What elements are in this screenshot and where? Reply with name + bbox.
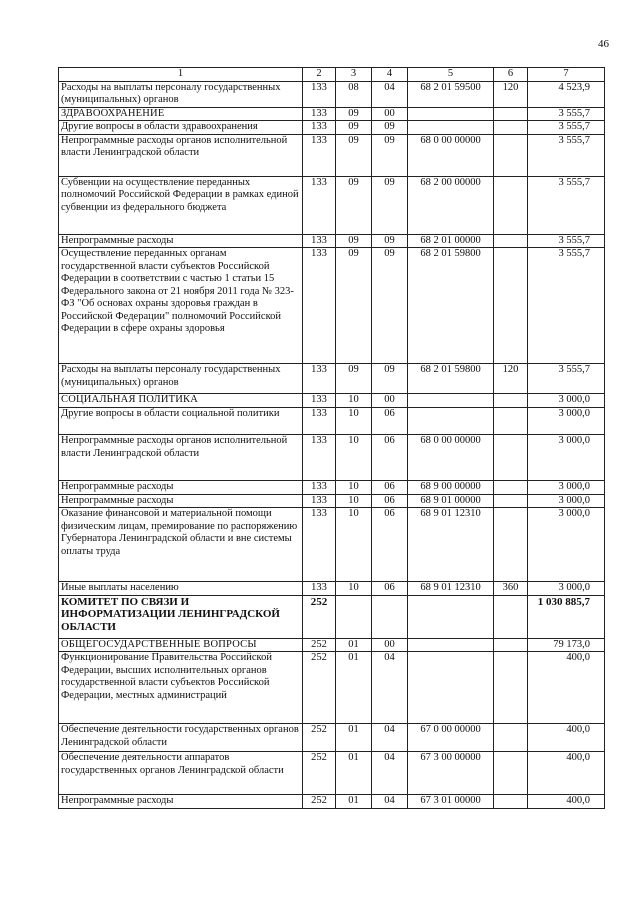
section-code-cell: 01 <box>336 795 372 809</box>
header-col-4: 4 <box>372 68 408 82</box>
amount-cell: 3 555,7 <box>528 107 605 121</box>
admin-code-cell: 133 <box>303 107 336 121</box>
amount-cell: 3 000,0 <box>528 582 605 596</box>
header-col-7: 7 <box>528 68 605 82</box>
subsection-code-cell: 04 <box>372 752 408 795</box>
row-name-cell: Обеспечение деятельности государственных органов Ленинградской области <box>59 724 303 752</box>
header-col-3: 3 <box>336 68 372 82</box>
expense-type-cell <box>494 134 528 176</box>
target-article-cell: 68 0 00 00000 <box>408 435 494 481</box>
row-name-cell: Оказание финансовой и материальной помощи физическим лицам, премирование по распоряжению Губернатора Ленинградской области и вне системы оплаты труда <box>59 508 303 582</box>
header-col-2: 2 <box>303 68 336 82</box>
section-code-cell: 08 <box>336 81 372 107</box>
amount-cell: 3 000,0 <box>528 494 605 508</box>
expense-type-cell <box>494 234 528 248</box>
section-code-cell: 10 <box>336 508 372 582</box>
amount-cell: 3 000,0 <box>528 508 605 582</box>
amount-cell: 3 555,7 <box>528 364 605 394</box>
row-name-cell: Непрограммные расходы <box>59 481 303 495</box>
expense-type-cell: 360 <box>494 582 528 596</box>
table-row <box>59 724 605 752</box>
budget-table <box>58 67 605 809</box>
admin-code-cell: 133 <box>303 481 336 495</box>
section-code-cell: 09 <box>336 364 372 394</box>
subsection-code-cell: 09 <box>372 364 408 394</box>
page-number: 46 <box>598 38 609 50</box>
row-name-cell: Другие вопросы в области социальной политики <box>59 408 303 435</box>
target-article-cell: 68 0 00 00000 <box>408 134 494 176</box>
subsection-code-cell: 06 <box>372 494 408 508</box>
expense-type-cell <box>494 107 528 121</box>
subsection-code-cell: 06 <box>372 481 408 495</box>
subsection-code-cell: 06 <box>372 508 408 582</box>
row-name-cell: Непрограммные расходы <box>59 795 303 809</box>
row-name-cell: СОЦИАЛЬНАЯ ПОЛИТИКА <box>59 394 303 408</box>
subsection-code-cell: 09 <box>372 234 408 248</box>
expense-type-cell <box>494 638 528 652</box>
admin-code-cell: 252 <box>303 595 336 638</box>
amount-cell: 3 555,7 <box>528 121 605 135</box>
subsection-code-cell: 04 <box>372 795 408 809</box>
table-row <box>59 107 605 121</box>
target-article-cell <box>408 652 494 724</box>
amount-cell: 79 173,0 <box>528 638 605 652</box>
admin-code-cell: 133 <box>303 508 336 582</box>
amount-cell: 3 555,7 <box>528 134 605 176</box>
row-name-cell: ЗДРАВООХРАНЕНИЕ <box>59 107 303 121</box>
admin-code-cell: 133 <box>303 435 336 481</box>
target-article-cell: 68 2 00 00000 <box>408 176 494 234</box>
table-row <box>59 652 605 724</box>
section-code-cell: 09 <box>336 121 372 135</box>
target-article-cell: 68 9 00 00000 <box>408 481 494 495</box>
table-row <box>59 81 605 107</box>
row-name-cell: Расходы на выплаты персоналу государственных (муниципальных) органов <box>59 364 303 394</box>
amount-cell: 400,0 <box>528 652 605 724</box>
row-name-cell: Обеспечение деятельности аппаратов государственных органов Ленинградской области <box>59 752 303 795</box>
table-row <box>59 364 605 394</box>
table-row <box>59 508 605 582</box>
amount-cell: 3 000,0 <box>528 394 605 408</box>
amount-cell: 3 000,0 <box>528 408 605 435</box>
row-name-cell: Осуществление переданных органам государственной власти субъектов Российской Федерации в соответствии с частью 1 статьи 15 Федерального закона от 21 ноября 2011 года № 323-ФЗ "Об основах охраны здоровья граждан в Российской Федерации" полномочий Российской Федерации в сфере охраны здоровья <box>59 248 303 364</box>
subsection-code-cell: 09 <box>372 248 408 364</box>
expense-type-cell <box>494 652 528 724</box>
target-article-cell <box>408 595 494 638</box>
subsection-code-cell: 09 <box>372 121 408 135</box>
admin-code-cell: 252 <box>303 752 336 795</box>
table-row <box>59 481 605 495</box>
target-article-cell <box>408 121 494 135</box>
subsection-code-cell: 06 <box>372 582 408 596</box>
row-name-cell: Непрограммные расходы <box>59 234 303 248</box>
row-name-cell: Непрограммные расходы органов исполнительной власти Ленинградской области <box>59 134 303 176</box>
admin-code-cell: 133 <box>303 234 336 248</box>
target-article-cell: 68 2 01 59800 <box>408 248 494 364</box>
expense-type-cell <box>494 394 528 408</box>
admin-code-cell: 133 <box>303 364 336 394</box>
table-row <box>59 394 605 408</box>
target-article-cell: 68 9 01 12310 <box>408 508 494 582</box>
target-article-cell: 68 2 01 00000 <box>408 234 494 248</box>
expense-type-cell <box>494 435 528 481</box>
section-code-cell: 09 <box>336 107 372 121</box>
amount-cell: 400,0 <box>528 752 605 795</box>
expense-type-cell <box>494 176 528 234</box>
admin-code-cell: 252 <box>303 638 336 652</box>
subsection-code-cell: 09 <box>372 134 408 176</box>
table-row <box>59 494 605 508</box>
row-name-cell: КОМИТЕТ ПО СВЯЗИ И ИНФОРМАТИЗАЦИИ ЛЕНИНГРАДСКОЙ ОБЛАСТИ <box>59 595 303 638</box>
target-article-cell <box>408 638 494 652</box>
admin-code-cell: 133 <box>303 494 336 508</box>
section-code-cell: 10 <box>336 435 372 481</box>
table-row <box>59 234 605 248</box>
subsection-code-cell: 09 <box>372 176 408 234</box>
table-row <box>59 582 605 596</box>
section-code-cell: 01 <box>336 724 372 752</box>
header-col-6: 6 <box>494 68 528 82</box>
table-body <box>59 81 605 808</box>
admin-code-cell: 133 <box>303 134 336 176</box>
table-row <box>59 435 605 481</box>
target-article-cell: 68 9 01 00000 <box>408 494 494 508</box>
amount-cell: 3 000,0 <box>528 435 605 481</box>
admin-code-cell: 133 <box>303 394 336 408</box>
section-code-cell: 01 <box>336 652 372 724</box>
row-name-cell: Субвенции на осуществление переданных полномочий Российской Федерации в рамках единой субвенции из федерального бюджета <box>59 176 303 234</box>
amount-cell: 3 000,0 <box>528 481 605 495</box>
subsection-code-cell <box>372 595 408 638</box>
subsection-code-cell: 04 <box>372 81 408 107</box>
expense-type-cell <box>494 508 528 582</box>
expense-type-cell <box>494 121 528 135</box>
expense-type-cell <box>494 494 528 508</box>
subsection-code-cell: 06 <box>372 408 408 435</box>
expense-type-cell: 120 <box>494 81 528 107</box>
amount-cell: 4 523,9 <box>528 81 605 107</box>
expense-type-cell <box>494 595 528 638</box>
table-row <box>59 121 605 135</box>
table-row <box>59 638 605 652</box>
section-code-cell: 01 <box>336 752 372 795</box>
section-code-cell: 09 <box>336 134 372 176</box>
table-row <box>59 595 605 638</box>
admin-code-cell: 252 <box>303 724 336 752</box>
section-code-cell: 09 <box>336 234 372 248</box>
amount-cell: 3 555,7 <box>528 176 605 234</box>
expense-type-cell: 120 <box>494 364 528 394</box>
target-article-cell: 67 3 01 00000 <box>408 795 494 809</box>
amount-cell: 3 555,7 <box>528 234 605 248</box>
section-code-cell: 10 <box>336 494 372 508</box>
expense-type-cell <box>494 724 528 752</box>
expense-type-cell <box>494 481 528 495</box>
header-col-1: 1 <box>59 68 303 82</box>
target-article-cell <box>408 107 494 121</box>
admin-code-cell: 133 <box>303 408 336 435</box>
subsection-code-cell: 04 <box>372 652 408 724</box>
target-article-cell: 67 3 00 00000 <box>408 752 494 795</box>
expense-type-cell <box>494 752 528 795</box>
row-name-cell: Функционирование Правительства Российской Федерации, высших исполнительных органов государственной власти субъектов Российской Федерации, местных администраций <box>59 652 303 724</box>
table-row <box>59 795 605 809</box>
row-name-cell: ОБЩЕГОСУДАРСТВЕННЫЕ ВОПРОСЫ <box>59 638 303 652</box>
expense-type-cell <box>494 408 528 435</box>
target-article-cell: 68 2 01 59800 <box>408 364 494 394</box>
table-row <box>59 408 605 435</box>
subsection-code-cell: 00 <box>372 638 408 652</box>
table-row <box>59 176 605 234</box>
section-code-cell: 01 <box>336 638 372 652</box>
amount-cell: 400,0 <box>528 795 605 809</box>
subsection-code-cell: 00 <box>372 394 408 408</box>
subsection-code-cell: 00 <box>372 107 408 121</box>
target-article-cell <box>408 408 494 435</box>
section-code-cell: 09 <box>336 248 372 364</box>
section-code-cell: 09 <box>336 176 372 234</box>
section-code-cell: 10 <box>336 394 372 408</box>
row-name-cell: Расходы на выплаты персоналу государственных (муниципальных) органов <box>59 81 303 107</box>
section-code-cell <box>336 595 372 638</box>
amount-cell: 3 555,7 <box>528 248 605 364</box>
admin-code-cell: 133 <box>303 121 336 135</box>
admin-code-cell: 252 <box>303 652 336 724</box>
admin-code-cell: 133 <box>303 81 336 107</box>
header-row <box>59 68 605 82</box>
target-article-cell <box>408 394 494 408</box>
section-code-cell: 10 <box>336 408 372 435</box>
target-article-cell: 68 9 01 12310 <box>408 582 494 596</box>
admin-code-cell: 133 <box>303 582 336 596</box>
target-article-cell: 67 0 00 00000 <box>408 724 494 752</box>
section-code-cell: 10 <box>336 481 372 495</box>
table-row <box>59 134 605 176</box>
amount-cell: 1 030 885,7 <box>528 595 605 638</box>
table-row <box>59 248 605 364</box>
section-code-cell: 10 <box>336 582 372 596</box>
target-article-cell: 68 2 01 59500 <box>408 81 494 107</box>
subsection-code-cell: 04 <box>372 724 408 752</box>
admin-code-cell: 133 <box>303 248 336 364</box>
admin-code-cell: 252 <box>303 795 336 809</box>
row-name-cell: Иные выплаты населению <box>59 582 303 596</box>
admin-code-cell: 133 <box>303 176 336 234</box>
row-name-cell: Другие вопросы в области здравоохранения <box>59 121 303 135</box>
amount-cell: 400,0 <box>528 724 605 752</box>
table-row <box>59 752 605 795</box>
row-name-cell: Непрограммные расходы <box>59 494 303 508</box>
row-name-cell: Непрограммные расходы органов исполнительной власти Ленинградской области <box>59 435 303 481</box>
header-col-5: 5 <box>408 68 494 82</box>
expense-type-cell <box>494 248 528 364</box>
subsection-code-cell: 06 <box>372 435 408 481</box>
expense-type-cell <box>494 795 528 809</box>
